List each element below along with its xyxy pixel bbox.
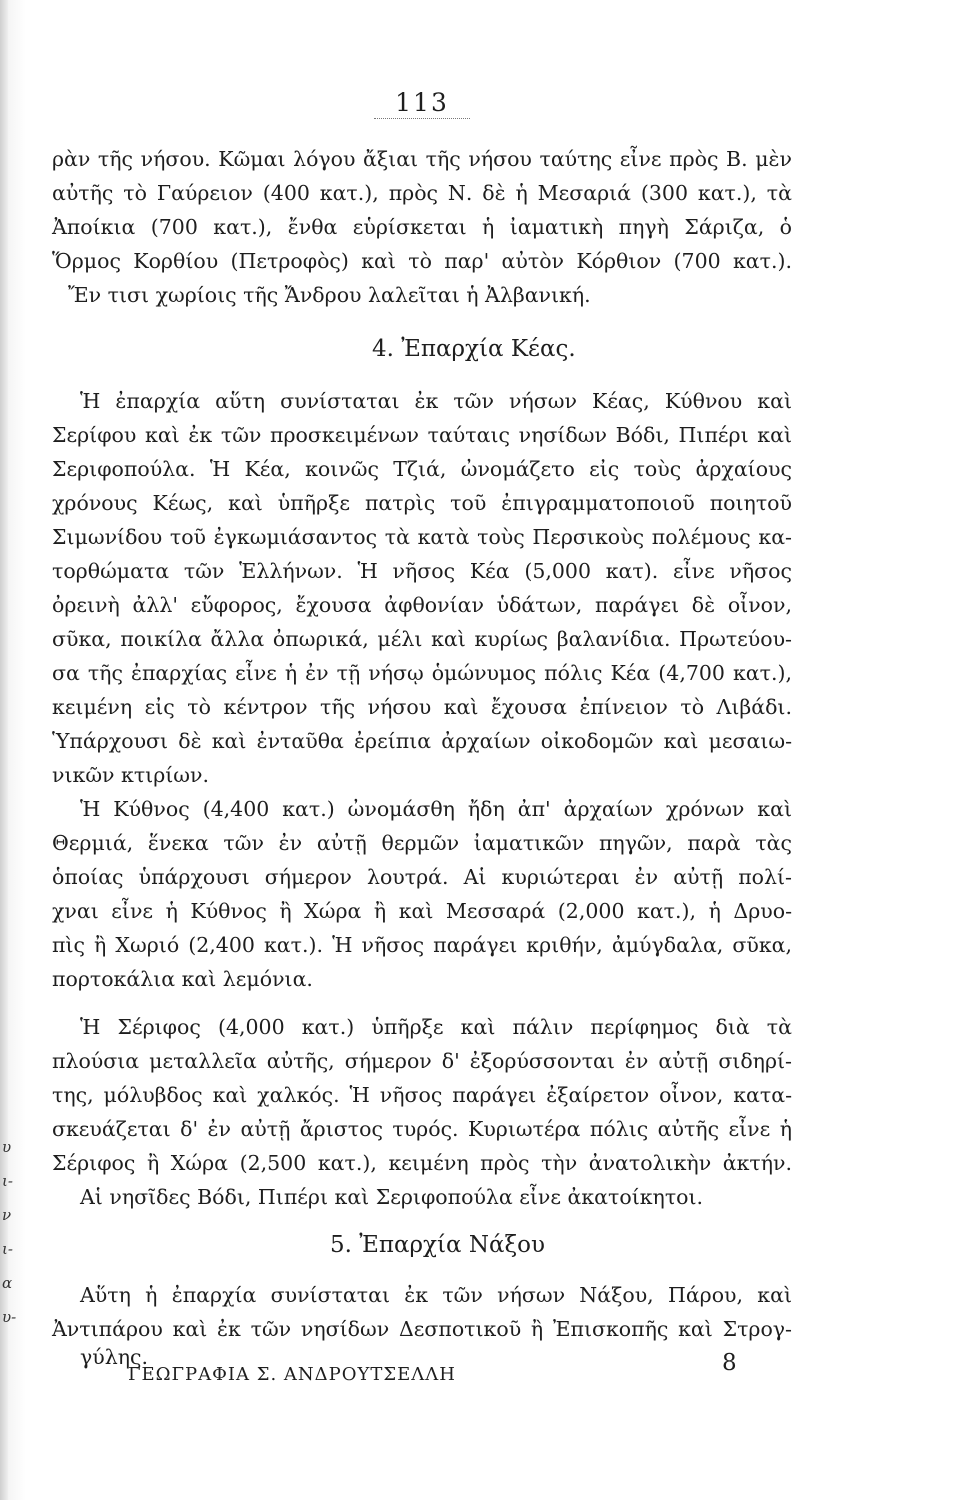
text-line: χρόνους Κέως, καὶ ὑπῆρξε πατρὶς τοῦ ἐπιγραμματοποιοῦ ποιητοῦ <box>52 491 792 515</box>
text-line: Θερμιά, ἕνεκα τῶν ἐν αὐτῇ θερμῶν ἰαματικῶν πηγῶν, παρὰ τὰς <box>52 831 792 855</box>
text-line: ὀρεινὴ ἀλλ' εὔφορος, ἔχουσα ἀφθονίαν ὑδάτων, παράγει δὲ οἶνον, <box>52 593 792 617</box>
text-line: σῦκα, ποικίλα ἄλλα ὀπωρικά, μέλι καὶ κυρίως βαλανίδια. Πρωτεύου- <box>52 627 792 651</box>
text-line: Ὅρμος Κορθίου (Πετροφὸς) καὶ τὸ παρ' αὐτὸν Κόρθιον (700 κατ.). <box>52 249 792 273</box>
text-line: Ἔν τισι χωρίοις τῆς Ἄνδρου λαλεῖται ἡ Ἀλβανική. <box>68 283 591 307</box>
text-line: αὐτῆς τὸ Γαύρειον (400 κατ.), πρὸς Ν. δὲ ἡ Μεσαριά (300 κατ.), τὰ <box>52 181 792 205</box>
header-rule <box>374 118 470 119</box>
text-line: πλούσια μεταλλεῖα αὐτῆς, σήμερον δ' ἐξορύσσονται ἐν αὐτῇ σιδηρί- <box>52 1049 792 1073</box>
text-line: Ἡ Κύθνος (4,400 κατ.) ὠνομάσθη ἤδη ἀπ' ἀρχαίων χρόνων καὶ <box>80 797 792 821</box>
text-line: νικῶν κτιρίων. <box>52 763 209 787</box>
text-line: Σερίφου καὶ ἐκ τῶν προσκειμένων ταύταις νησίδων Βόδι, Πιπέρι καὶ <box>52 423 792 447</box>
margin-mark: υ <box>2 1138 12 1156</box>
section-heading-kea: 4. Ἐπαρχία Κέας. <box>372 336 576 362</box>
text-line: Ἀποίκια (700 κατ.), ἔνθα εὑρίσκεται ἡ ἰαματικὴ πηγὴ Σάριζα, ὁ <box>52 215 792 239</box>
text-line: γύλης. <box>80 1345 148 1369</box>
section-heading-naxos: 5. Ἐπαρχία Νάξου <box>330 1232 545 1258</box>
left-margin-bleed-marks <box>2 1130 18 1334</box>
text-line: πορτοκάλια καὶ λεμόνια. <box>52 967 313 991</box>
text-line: της, μόλυβδος καὶ χαλκός. Ἡ νῆσος παράγει ἐξαίρετον οἶνον, κατα- <box>52 1083 792 1107</box>
text-line: τορθώματα τῶν Ἑλλήνων. Ἡ νῆσος Κέα (5,000 κατ). εἶνε νῆσος <box>52 559 792 583</box>
text-line: Ἀντιπάρου καὶ ἐκ τῶν νησίδων Δεσποτικοῦ ἢ Ἐπισκοπῆς καὶ Στρογ- <box>52 1317 792 1341</box>
text-line: σα τῆς ἐπαρχίας εἶνε ἡ ἐν τῇ νήσῳ ὁμώνυμος πόλις Κέα (4,700 κατ.), <box>52 661 792 685</box>
text-line: σκευάζεται δ' ἐν αὐτῇ ἄριστος τυρός. Κυριωτέρα πόλις αὐτῆς εἶνε ἡ <box>52 1117 792 1141</box>
margin-mark: υ- <box>2 1308 17 1326</box>
text-line: πὶς ἢ Χωριό (2,400 κατ.). Ἡ νῆσος παράγει κριθήν, ἀμύγδαλα, σῦκα, <box>52 933 792 957</box>
text-line: Ὑπάρχουσι δὲ καὶ ἐνταῦθα ἐρείπια ἀρχαίων οἰκοδομῶν καὶ μεσαιω- <box>52 729 792 753</box>
text-line: Σέριφος ἢ Χώρα (2,500 κατ.), κειμένη πρὸς τὴν ἀνατολικὴν ἀκτήν. <box>52 1151 792 1175</box>
text-line: Σεριφοπούλα. Ἡ Κέα, κοινῶς Τζιά, ὠνομάζετο εἰς τοὺς ἀρχαίους <box>52 457 792 481</box>
text-line: Σιμωνίδου τοῦ ἐγκωμιάσαντος τὰ κατὰ τοὺς Περσικοὺς πολέμους κα- <box>52 525 792 549</box>
page-number: 113 <box>395 88 449 117</box>
text-line: Ἡ ἐπαρχία αὕτη συνίσταται ἐκ τῶν νήσων Κέας, Κύθνου καὶ <box>80 389 792 413</box>
footer-book-title: ΓΕΩΓΡΑΦΙΑ Σ. ΑΝΔΡΟΥΤΣΕΛΛΗ <box>128 1364 456 1385</box>
text-line: Ἡ Σέριφος (4,000 κατ.) ὑπῆρξε καὶ πάλιν περίφημος διὰ τὰ <box>80 1015 792 1039</box>
text-line: κειμένη εἰς τὸ κέντρον τῆς νήσου καὶ ἔχουσα ἐπίνειον τὸ Λιβάδι. <box>52 695 792 719</box>
text-line: Αὕτη ἡ ἐπαρχία συνίσταται ἐκ τῶν νήσων Νάξου, Πάρου, καὶ <box>80 1283 792 1307</box>
text-line: χναι εἶνε ἡ Κύθνος ἢ Χώρα ἢ καὶ Μεσσαρά (2,000 κατ.), ἡ Δρυο- <box>52 899 792 923</box>
printer-signature-mark: 8 <box>722 1350 737 1376</box>
text-line: ρὰν τῆς νήσου. Κῶμαι λόγου ἄξιαι τῆς νήσου ταύτης εἶνε πρὸς Β. μὲν <box>52 147 792 171</box>
margin-mark: ν <box>2 1206 12 1224</box>
margin-mark: ι- <box>2 1240 13 1258</box>
margin-mark: α <box>2 1274 13 1292</box>
text-line: ὁποίας ὑπάρχουσι σήμερον λουτρά. Αἱ κυριώτεραι ἐν αὐτῇ πολί- <box>52 865 792 889</box>
margin-mark: ι- <box>2 1172 13 1190</box>
text-line: Αἱ νησῖδες Βόδι, Πιπέρι καὶ Σεριφοπούλα εἶνε ἀκατοίκητοι. <box>80 1185 704 1209</box>
